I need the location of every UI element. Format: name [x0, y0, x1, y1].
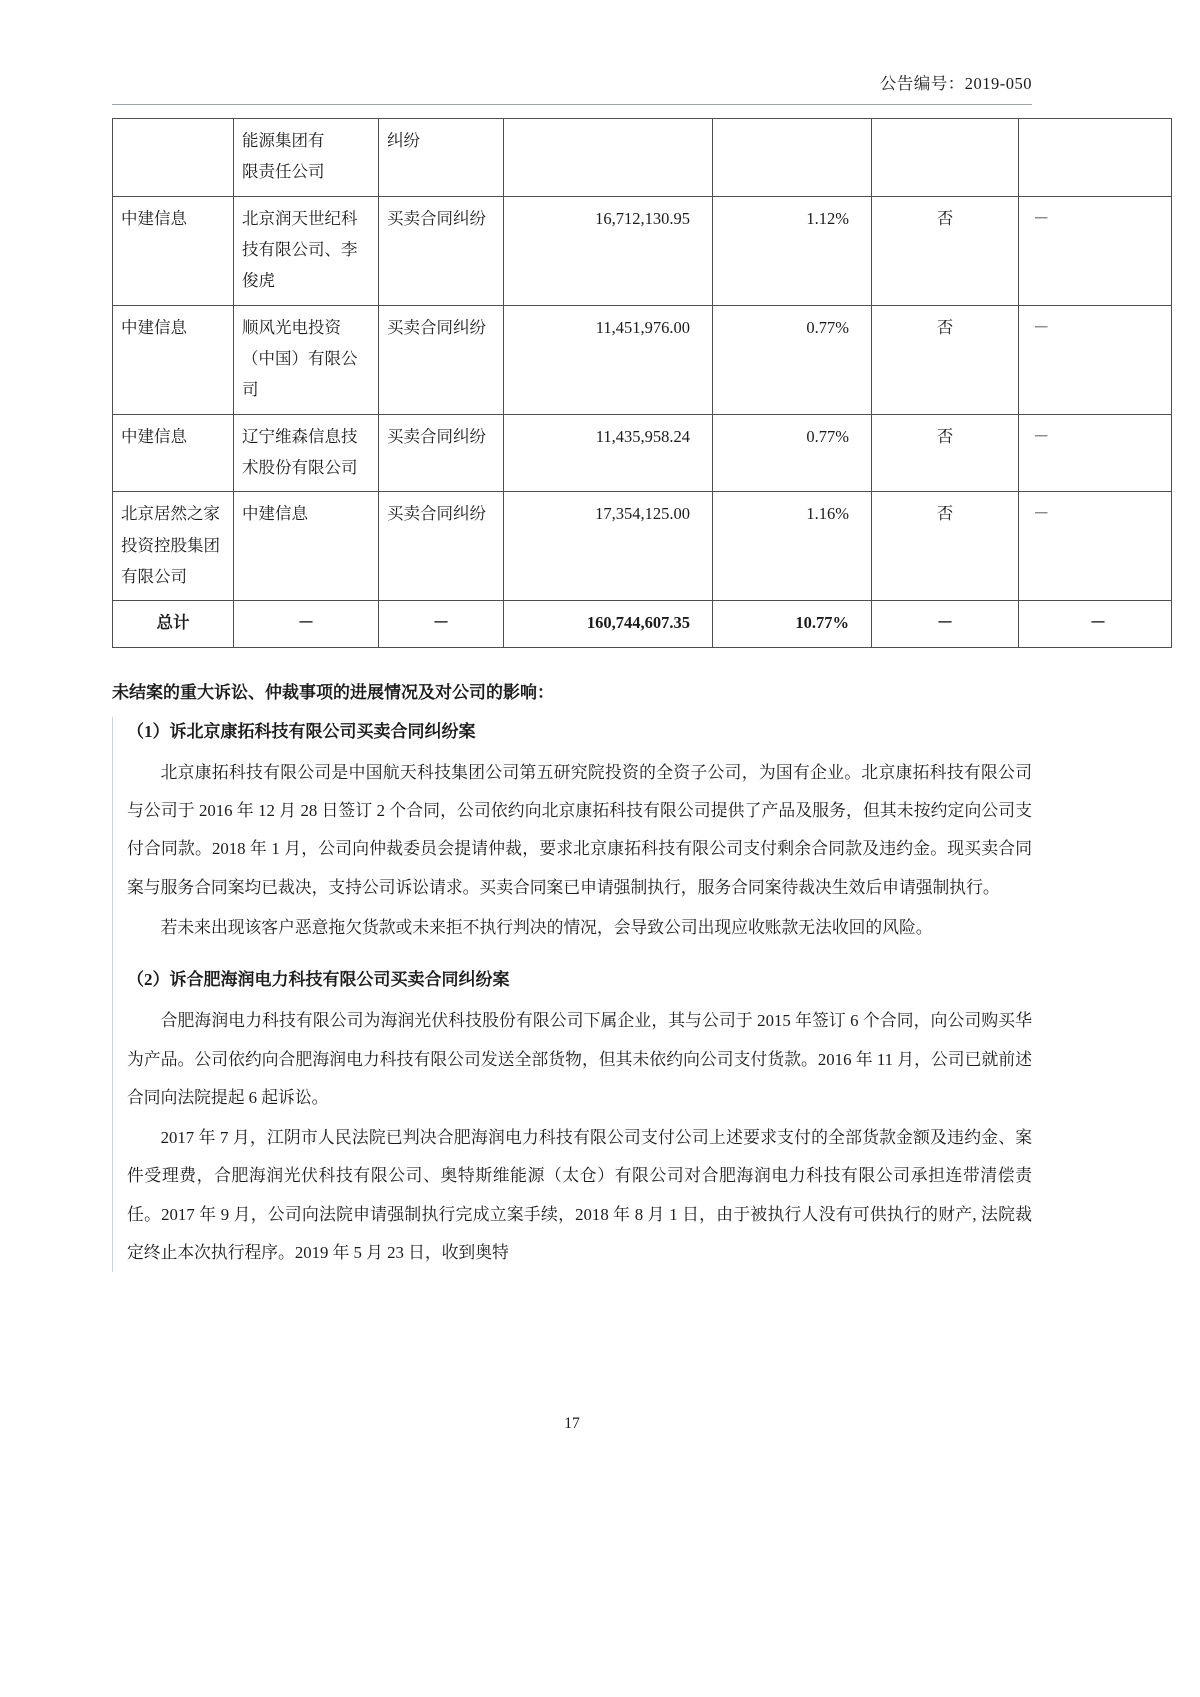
page-number: 17: [564, 1415, 580, 1432]
cell-case-type: 买卖合同纠纷: [379, 196, 504, 305]
cell-party: 中建信息: [113, 196, 234, 305]
cell-amount: 17,354,125.00: [504, 492, 713, 601]
table-row: [113, 305, 1172, 414]
cell-provision: 否: [872, 305, 1019, 414]
cell-party: [113, 119, 234, 197]
cell-other-party: 中建信息: [234, 492, 379, 601]
cell-case-type: 纠纷: [379, 119, 504, 197]
table-row: [113, 119, 1172, 197]
cell-provision: [872, 119, 1019, 197]
case-title-2: （2）诉合肥海润电力科技有限公司买卖合同纠纷案: [127, 970, 510, 990]
cell-other-party: 能源集团有 限责任公司: [234, 119, 379, 197]
cell-total-label: 总计: [113, 601, 234, 647]
page-content: [112, 70, 1107, 1432]
case-title-1: （1）诉北京康拓科技有限公司买卖合同纠纷案: [127, 721, 476, 741]
cell-total-note: －: [1019, 601, 1172, 647]
case-2-paragraph-2: 2017 年 7 月，江阴市人民法院已判决合肥海润电力科技有限公司支付公司上述要求支付的全部货款金额及违约金、案件受理费，合肥海润光伏科技有限公司、奥特斯维能源（太仓）有限公司对合肥海润电力科技有限公司承担连带清偿责任。2017 年 9 月，公司向法院申请强制执行完成立案手续，2018 年 8 月 1 日，由于被执行人没有可供执行的财产, 法院裁定终止本次执行程序。2019 年 5 月 23 日，收到奥特: [127, 1128, 1032, 1263]
table-row: [113, 196, 1172, 305]
lawsuit-table: [112, 118, 1172, 648]
cases-container: [112, 717, 1032, 1273]
cell-note: －: [1019, 305, 1172, 414]
cell-note: －: [1019, 196, 1172, 305]
cell-percent: [713, 119, 872, 197]
section-title: 未结案的重大诉讼、仲裁事项的进展情况及对公司的影响：: [112, 682, 554, 702]
cell-total-case-type: －: [379, 601, 504, 647]
header-divider: [112, 104, 1032, 105]
cell-percent: 0.77%: [713, 305, 872, 414]
cell-other-party: 北京润天世纪科技有限公司、李俊虎: [234, 196, 379, 305]
cell-total-percent: 10.77%: [713, 601, 872, 647]
cell-total-provision: －: [872, 601, 1019, 647]
cell-total-amount: 160,744,607.35: [504, 601, 713, 647]
cell-amount: 11,435,958.24: [504, 414, 713, 492]
table-row: [113, 492, 1172, 601]
table-row: [113, 414, 1172, 492]
cell-provision: 否: [872, 492, 1019, 601]
cell-party: 中建信息: [113, 305, 234, 414]
case-1-paragraph-2: 若未来出现该客户恶意拖欠货款或未来拒不执行判决的情况，会导致公司出现应收账款无法收回的风险。: [160, 918, 933, 937]
announcement-code: 公告编号：2019-050: [879, 74, 1032, 93]
cell-case-type: 买卖合同纠纷: [379, 414, 504, 492]
page-header: [112, 70, 1032, 110]
cell-note: [1019, 119, 1172, 197]
cell-amount: 11,451,976.00: [504, 305, 713, 414]
cell-provision: 否: [872, 196, 1019, 305]
cell-other-party: 辽宁维森信息技术股份有限公司: [234, 414, 379, 492]
cell-note: －: [1019, 414, 1172, 492]
cell-party: 北京居然之家投资控股集团有限公司: [113, 492, 234, 601]
cell-percent: 0.77%: [713, 414, 872, 492]
cell-note: －: [1019, 492, 1172, 601]
cell-case-type: 买卖合同纠纷: [379, 492, 504, 601]
case-1-paragraph-1: 北京康拓科技有限公司是中国航天科技集团公司第五研究院投资的全资子公司，为国有企业。北京康拓科技有限公司与公司于 2016 年 12 月 28 日签订 2 个合同，公司依约向北京康拓科技有限公司提供了产品及服务，但其未按约定向公司支付合同款。2018 年 1 月，公司向仲裁委员会提请仲裁，要求北京康拓科技有限公司支付剩余合同款及违约金。现买卖合同案与服务合同案均已裁决，支持公司诉讼请求。买卖合同案已申请强制执行，服务合同案待裁决生效后申请强制执行。: [127, 762, 1032, 897]
table-total-row: [113, 601, 1172, 647]
cell-percent: 1.16%: [713, 492, 872, 601]
cell-provision: 否: [872, 414, 1019, 492]
cell-total-other-party: －: [234, 601, 379, 647]
cell-party: 中建信息: [113, 414, 234, 492]
cell-amount: [504, 119, 713, 197]
cell-other-party: 顺风光电投资（中国）有限公司: [234, 305, 379, 414]
cell-percent: 1.12%: [713, 196, 872, 305]
cell-case-type: 买卖合同纠纷: [379, 305, 504, 414]
case-2-paragraph-1: 合肥海润电力科技有限公司为海润光伏科技股份有限公司下属企业，其与公司于 2015 年签订 6 个合同，向公司购买华为产品。公司依约向合肥海润电力科技有限公司发送全部货物，但其未依约向公司支付货款。2016 年 11 月，公司已就前述合同向法院提起 6 起诉讼。: [127, 1011, 1032, 1107]
cell-amount: 16,712,130.95: [504, 196, 713, 305]
